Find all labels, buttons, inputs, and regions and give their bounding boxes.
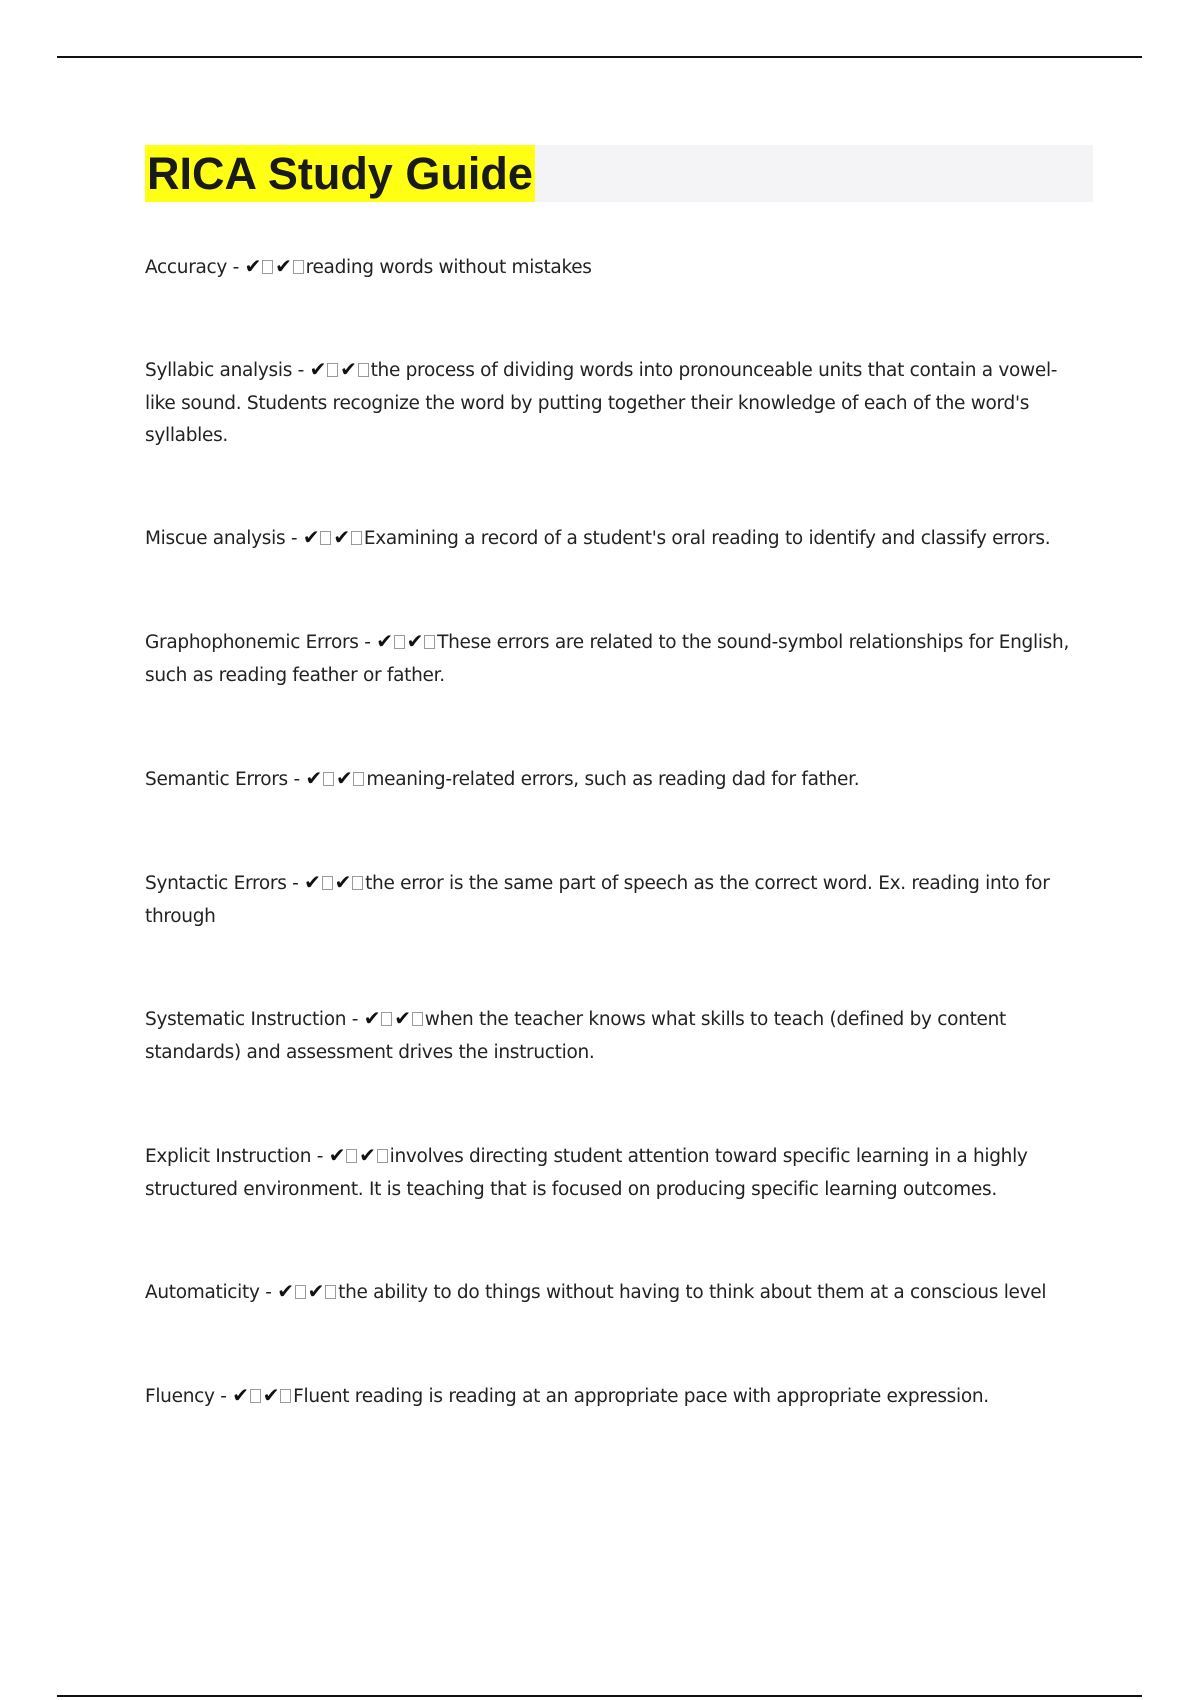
glossary-entry-syllabic-analysis — [145, 353, 1085, 453]
checkbox-placeholder-icon — [325, 1285, 336, 1299]
check-icon: ✔ — [406, 629, 424, 653]
check-icon: ✔ — [304, 870, 321, 894]
checkbox-placeholder-icon — [295, 1285, 306, 1299]
checkbox-placeholder-icon — [381, 1012, 392, 1026]
glossary-entry-explicit-instruction — [145, 1139, 1085, 1206]
check-icon: ✔ — [359, 1143, 376, 1167]
check-icon: ✔ — [302, 525, 320, 549]
check-icon: ✔ — [376, 629, 393, 653]
check-icon: ✔ — [333, 525, 350, 549]
entry-definition: meaning-related errors, such as reading dad for father. — [366, 769, 860, 790]
checkbox-placeholder-icon — [250, 1389, 261, 1403]
glossary-entry-graphophonemic-errors — [145, 625, 1085, 692]
entry-definition: when the teacher knows what skills to teach (defined by content standards) and assessment drives the instruction. — [145, 1009, 1006, 1063]
entry-separator: - — [290, 528, 298, 549]
entry-term: Syntactic Errors — [145, 873, 287, 894]
glossary-entry-miscue-analysis — [145, 521, 1085, 556]
check-icon: ✔ — [340, 357, 357, 381]
checkbox-placeholder-icon — [352, 876, 363, 890]
entry-term: Fluency — [145, 1386, 215, 1407]
entry-definition: These errors are related to the sound-symbol relationships for English, such as reading feather or father. — [145, 632, 1070, 686]
entry-separator: - — [351, 1009, 359, 1030]
checkbox-placeholder-icon — [323, 772, 334, 786]
entry-term: Explicit Instruction — [145, 1146, 312, 1167]
check-icon: ✔ — [335, 766, 353, 790]
entry-separator: - — [297, 360, 305, 381]
check-icon: ✔ — [394, 1006, 411, 1030]
entry-separator: - — [220, 1386, 227, 1407]
check-icon: ✔ — [334, 870, 352, 894]
glossary-entry-semantic-errors — [145, 762, 1085, 797]
check-icon: ✔ — [309, 357, 327, 381]
entry-definition: involves directing student attention toward specific learning in a highly structured environment. It is teaching that is focused on producing specific learning outcomes. — [145, 1146, 1028, 1200]
checkbox-placeholder-icon — [353, 772, 364, 786]
entry-term: Systematic Instruction — [145, 1009, 347, 1030]
checkbox-placeholder-icon — [358, 363, 369, 377]
entry-separator: - — [364, 632, 371, 653]
entry-definition: the process of dividing words into pronounceable units that contain a vowel-like sound. Students recognize the word by putting together their knowledge of each of the word's syllables. — [145, 360, 1058, 446]
glossary-entry-systematic-instruction — [145, 1002, 1085, 1069]
entry-definition: Examining a record of a student's oral reading to identify and classify errors. — [363, 528, 1051, 549]
entry-definition: Fluent reading is reading at an appropriate pace with appropriate expression. — [293, 1386, 989, 1407]
entry-term: Semantic Errors — [145, 769, 288, 790]
checkbox-placeholder-icon — [322, 876, 333, 890]
checkbox-placeholder-icon — [412, 1012, 423, 1026]
checkbox-placeholder-icon — [320, 531, 331, 545]
footer-rule — [57, 1695, 1142, 1697]
entry-term: Miscue analysis — [145, 528, 286, 549]
checkbox-placeholder-icon — [293, 260, 304, 274]
checkbox-placeholder-icon — [346, 1149, 357, 1163]
entry-term: Automaticity — [145, 1282, 260, 1303]
entry-term: Graphophonemic Errors — [145, 632, 359, 653]
checkbox-placeholder-icon — [280, 1389, 291, 1403]
check-icon: ✔ — [305, 766, 322, 790]
entry-definition: reading words without mistakes — [305, 257, 592, 278]
glossary-entry-fluency — [145, 1379, 1085, 1414]
glossary-entry-accuracy — [145, 250, 1085, 285]
check-icon: ✔ — [363, 1006, 381, 1030]
entry-separator: - — [232, 257, 240, 278]
checkbox-placeholder-icon — [394, 635, 405, 649]
check-icon: ✔ — [277, 1279, 294, 1303]
check-icon: ✔ — [307, 1279, 325, 1303]
check-icon: ✔ — [244, 254, 262, 278]
entry-separator: - — [292, 873, 299, 894]
checkbox-placeholder-icon — [351, 531, 362, 545]
entry-term: Accuracy — [145, 257, 228, 278]
header-rule — [57, 56, 1142, 58]
entry-definition: the error is the same part of speech as the correct word. Ex. reading into for through — [145, 873, 1050, 927]
checkbox-placeholder-icon — [424, 635, 435, 649]
entry-separator: - — [293, 769, 300, 790]
entry-separator: - — [316, 1146, 324, 1167]
check-icon: ✔ — [275, 254, 292, 278]
entry-term: Syllabic analysis — [145, 360, 293, 381]
page-title: RICA Study Guide — [145, 145, 535, 202]
glossary-entry-syntactic-errors — [145, 866, 1085, 933]
check-icon: ✔ — [232, 1383, 249, 1407]
check-icon: ✔ — [262, 1383, 280, 1407]
checkbox-placeholder-icon — [377, 1149, 388, 1163]
glossary-entry-automaticity — [145, 1275, 1085, 1310]
entry-definition: the ability to do things without having to think about them at a conscious level — [338, 1282, 1047, 1303]
checkbox-placeholder-icon — [262, 260, 273, 274]
entry-separator: - — [265, 1282, 272, 1303]
checkbox-placeholder-icon — [327, 363, 338, 377]
check-icon: ✔ — [328, 1143, 346, 1167]
